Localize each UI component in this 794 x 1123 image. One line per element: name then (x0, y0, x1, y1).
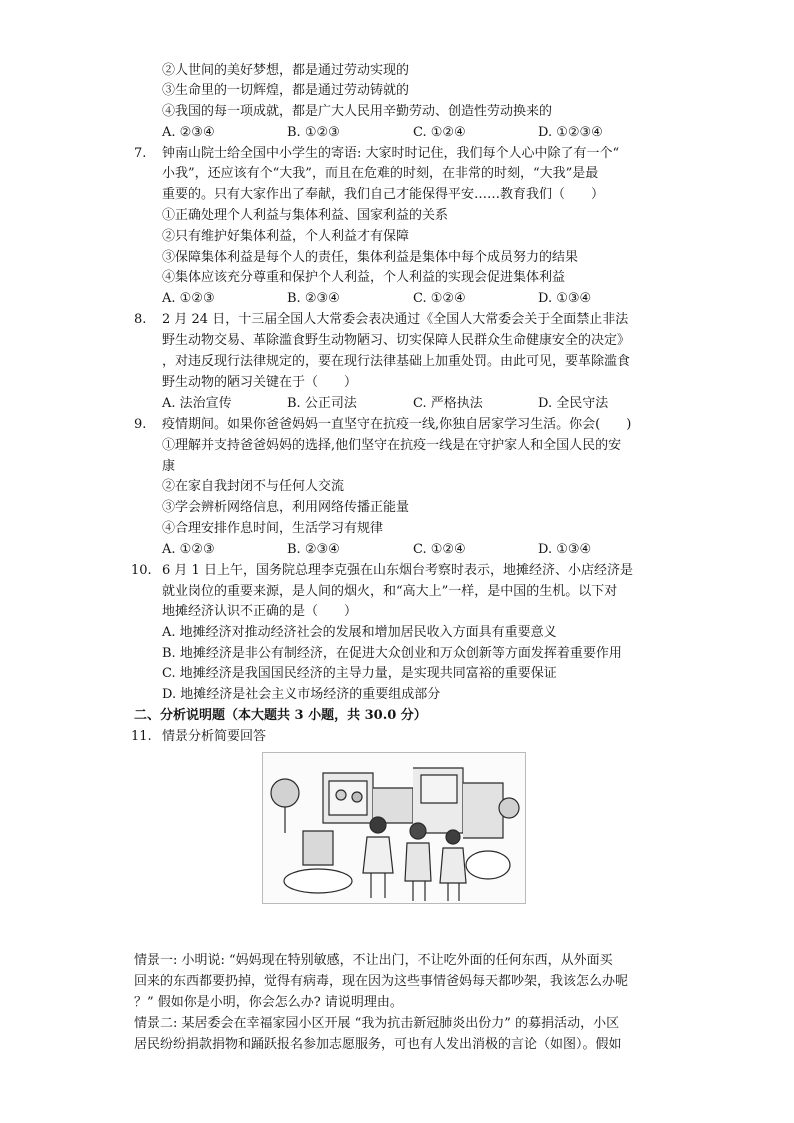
q6-option-a: A. ②③④ (162, 125, 215, 140)
q6-statement-3: ③生命里的一切辉煌，都是通过劳动铸就的 (162, 83, 410, 98)
q9-stem-line: 疫情期间。如果你爸爸妈妈一直坚守在抗疫一线,你独自居家学习生活。你会( ) (162, 417, 632, 432)
q8-stem-line: 野生动物交易、革除滥食野生动物陋习、切实保障人民群众生命健康安全的决定》 (162, 333, 631, 348)
q7-stem-line: 重要的。只有大家作出了奉献，我们自己才能保得平安……教育我们（ ） (162, 187, 605, 202)
q8-stem-line: 2 月 24 日，十三届全国人大常委会表决通过《全国人大常委会关于全面禁止非法 (162, 312, 629, 327)
q11-title: 情景分析简要回答 (162, 729, 267, 744)
q8-number: 8. (134, 312, 147, 327)
q7-stem-line: 钟南山院士给全国中小学生的寄语: 大家时时记住，我们每个人心中除了有一个“ (162, 146, 620, 161)
q7-statement-4: ④集体应该充分尊重和保护个人利益，个人利益的实现会促进集体利益 (162, 270, 566, 285)
q7-statement-2: ②只有维护好集体利益，个人利益才有保障 (162, 229, 410, 244)
section-heading: 二、分析说明题（本大题共 3 小题，共 30.0 分） (134, 708, 427, 723)
cartoon-illustration (262, 752, 526, 904)
q10-option-b: B. 地摊经济是非公有制经济，在促进大众创业和万众创新等方面发挥着重要作用 (162, 646, 622, 661)
q6-option-b: B. ①②③ (287, 125, 340, 140)
q8-stem-line: 野生动物的陋习关键在于（ ） (162, 375, 358, 390)
q7-number: 7. (134, 146, 147, 161)
q9-option-d: D. ①③④ (538, 542, 592, 557)
q7-statement-1: ①正确处理个人利益与集体利益、国家利益的关系 (162, 208, 449, 223)
q7-option-d: D. ①③④ (538, 291, 592, 306)
q10-option-a: A. 地摊经济对推动经济社会的发展和增加居民收入方面具有重要意义 (162, 625, 557, 640)
q9-option-b: B. ②③④ (287, 542, 340, 557)
q9-statement-1-cont: 康 (162, 459, 176, 474)
q9-statement-2: ②在家自我封闭不与任何人交流 (162, 479, 345, 494)
scene-1-line: 情景一: 小明说: “妈妈现在特别敏感，不让出门，不让吃外面的任何东西，从外面买 (134, 953, 613, 968)
q10-number: 10. (131, 563, 152, 578)
q10-option-c: C. 地摊经济是我国国民经济的主导力量，是实现共同富裕的重要保证 (162, 666, 557, 681)
q10-option-d: D. 地摊经济是社会主义市场经济的重要组成部分 (162, 687, 441, 702)
q6-option-d: D. ①②③④ (538, 125, 603, 140)
q10-stem-line: 地摊经济认识不正确的是（ ） (162, 604, 358, 619)
q6-statement-2: ②人世间的美好梦想，都是通过劳动实现的 (162, 63, 410, 78)
scene-2-line: 情景二: 某居委会在幸福家园小区开展 “我为抗击新冠肺炎出份力” 的募捐活动，小区 (134, 1016, 620, 1031)
scene-1-line: ？” 假如你是小明，你会怎么办? 请说明理由。 (134, 995, 403, 1010)
q8-option-c: C. 严格执法 (413, 396, 483, 411)
q7-option-b: B. ②③④ (287, 291, 340, 306)
q10-stem-line: 就业岗位的重要来源，是人间的烟火，和“高大上”一样，是中国的生机。以下对 (162, 584, 618, 599)
q9-number: 9. (134, 417, 147, 432)
q8-option-a: A. 法治宣传 (162, 396, 232, 411)
q11-number: 11. (131, 729, 152, 744)
q10-stem-line: 6 月 1 日上午，国务院总理李克强在山东烟台考察时表示，地摊经济、小店经济是 (162, 563, 633, 578)
q9-option-a: A. ①②③ (162, 542, 215, 557)
q7-statement-3: ③保障集体利益是每个人的责任，集体利益是集体中每个成员努力的结果 (162, 250, 579, 265)
scene-1-line: 回来的东西都要扔掉，觉得有病毒，现在因为这些事情爸妈每天都吵架，我该怎么办呢 (134, 974, 629, 989)
q8-option-d: D. 全民守法 (538, 396, 609, 411)
scene-2-line: 居民纷纷捐款捐物和踊跃报名参加志愿服务，可也有人发出消极的言论（如图）。假如 (134, 1037, 622, 1052)
q6-option-c: C. ①②④ (413, 125, 466, 140)
q8-stem-line: ，对违反现行法律规定的，要在现行法律基础上加重处罚。由此可见，要革除滥食 (162, 354, 631, 369)
q9-statement-1: ①理解并支持爸爸妈妈的选择,他们坚守在抗疫一线是在守护家人和全国人民的安 (162, 438, 622, 453)
q9-statement-3: ③学会辨析网络信息，利用网络传播正能量 (162, 500, 410, 515)
q8-option-b: B. 公正司法 (287, 396, 357, 411)
q7-stem-line: 小我”，还应该有个“大我”，而且在危难的时刻，在非常的时刻，“大我”是最 (162, 166, 599, 181)
q7-option-c: C. ①②④ (413, 291, 466, 306)
q9-statement-4: ④合理安排作息时间，生活学习有规律 (162, 521, 384, 536)
q7-option-a: A. ①②③ (162, 291, 215, 306)
q6-statement-4: ④我国的每一项成就，都是广大人民用辛勤劳动、创造性劳动换来的 (162, 104, 553, 119)
q9-option-c: C. ①②④ (413, 542, 466, 557)
